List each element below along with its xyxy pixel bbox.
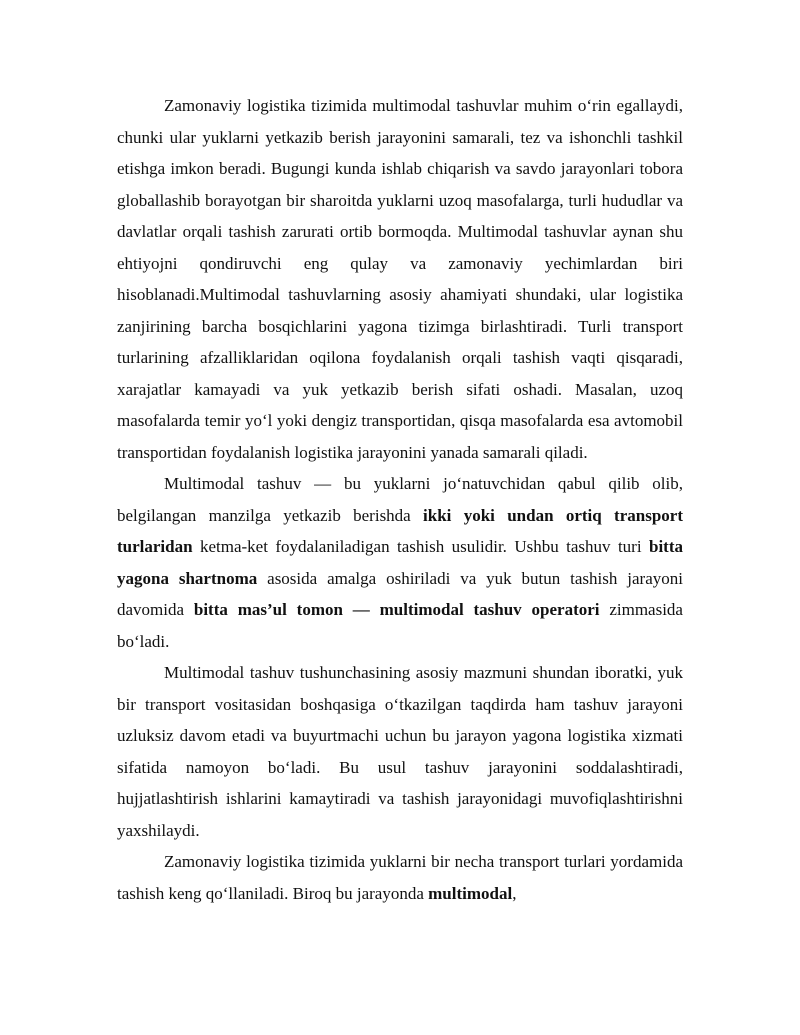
- text-run: zimmasida bo‘ladi.: [117, 600, 683, 651]
- bold-text-run: bitta mas’ul tomon — multimodal tashuv operatori: [193, 600, 600, 619]
- text-run: Zamonaviy logistika tizimida yuklarni bir necha transport turlari yordamida tashish keng qo‘llaniladi. Biroq bu jarayonda: [117, 852, 683, 903]
- text-run: ,: [512, 883, 517, 903]
- text-run: asosida amalga oshiriladi va yuk butun tashish jarayoni davomida: [117, 568, 683, 619]
- paragraph-1: [117, 90, 683, 468]
- text-run: ketma-ket foydalaniladigan tashish usulidir. Ushbu tashuv turi: [192, 537, 649, 556]
- text-run: Zamonaviy logistika tizimida multimodal tashuvlar muhim o‘rin egallaydi, chunki ular yuklarni yetkazib berish jarayonini samarali, tez va ishonchli tashkil etishga imkon beradi. Bugungi kunda ishlab chiqarish va savdo jarayonlari tobora globallashib borayotgan bir sharoitda yuklarni uzoq masofalarga, turli hududlar va davlatlar orqali tashish zarurati ortib bormoqda. Multimodal tashuvlar aynan shu ehtiyojni qondiruvchi eng qulay va zamonaviy yechimlardan biri hisoblanadi.Multimodal tashuvlarning asosiy ahamiyati shundaki, ular logistika zanjirining barcha bosqichlarini yagona tizimga birlashtiradi. Turli transport turlarining afzalliklaridan oqilona foydalanish orqali tashish vaqti qisqaradi, xarajatlar kamayadi va yuk yetkazib berish sifati oshadi. Masalan, uzoq masofalarda temir yo‘l yoki dengiz transportidan, qisqa masofalarda esa avtomobil transportidan foydalanish logistika jarayonini yanada samarali qiladi.: [117, 96, 683, 462]
- paragraph-2: [117, 468, 683, 657]
- bold-text-run: bitta yagona shartnoma: [117, 537, 683, 588]
- bold-text-run: ikki yoki undan ortiq transport turlaridan: [117, 505, 683, 556]
- paragraph-4: [117, 846, 683, 909]
- paragraph-3: [117, 657, 683, 846]
- text-run: Multimodal tashuv tushunchasining asosiy mazmuni shundan iboratki, yuk bir transport vositasidan boshqasiga o‘tkazilgan taqdirda ham tashuv jarayoni uzluksiz davom etadi va buyurtmachi uchun bu jarayon yagona logistika xizmati sifatida namoyon bo‘ladi. Bu usul tashuv jarayonini soddalashtiradi, hujjatlashtirish ishlarini kamaytiradi va tashish jarayonidagi muvofiqlashtirishni yaxshilaydi.: [117, 663, 683, 840]
- bold-text-run: multimodal: [428, 883, 513, 903]
- document-page: [117, 90, 683, 909]
- text-run: Multimodal tashuv — bu yuklarni jo‘natuvchidan qabul qilib olib, belgilangan manzilga yetkazib berishda: [117, 474, 683, 525]
